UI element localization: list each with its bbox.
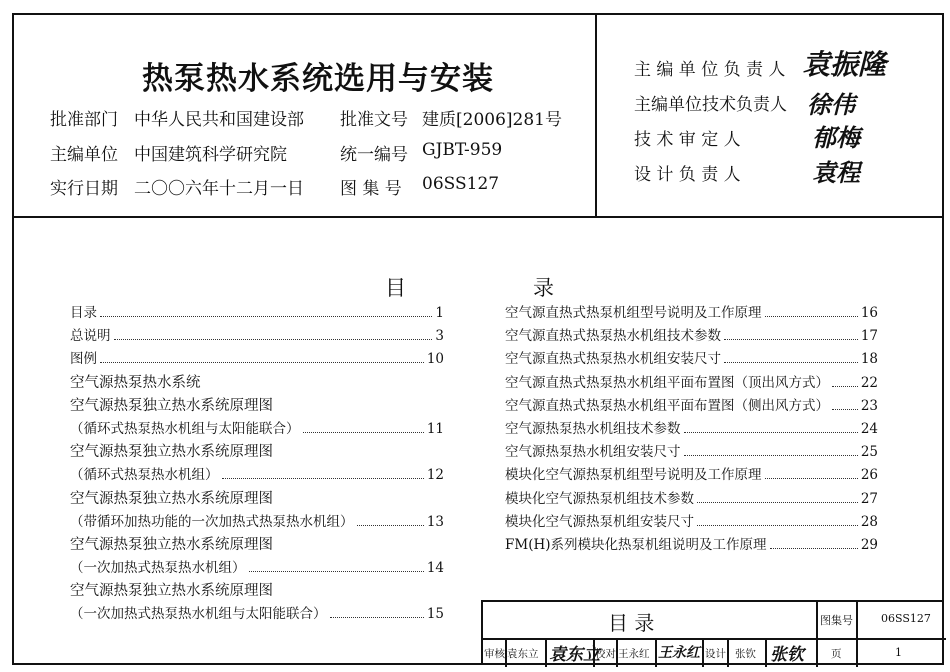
approval-doc-value: 建质[2006]281号 [422,110,562,130]
toc-heading-right: 录 [533,276,554,300]
toc-item-title: 空气源直热式热泵热水机组平面布置图（顶出风方式） [505,374,829,391]
tb-sep-e [655,638,657,667]
toc-item-title: （循环式热泵热水机组） [70,467,219,484]
toc-item [505,418,878,441]
chief-unit-label: 主编单位 [50,145,118,165]
toc-left-column [70,302,444,627]
toc-item [70,511,444,534]
signature-3: 郁梅 [812,123,860,152]
title-block [481,600,944,665]
toc-leader-dots [303,419,424,433]
toc-item-title: （带循环加热功能的一次加热式热泵热水机组） [70,513,354,530]
toc-item-title: 总说明 [70,328,111,345]
toc-item-title: 空气源热泵热水系统 [70,374,201,391]
toc-item-title: 模块化空气源热泵机组技术参数 [505,490,694,507]
signature-4: 袁程 [812,158,860,187]
toc-item [505,302,878,325]
header-divider [595,13,597,218]
toc-item-title: （一次加热式热泵热水机组） [70,560,246,577]
toc-item-page: 15 [426,606,444,623]
toc-leader-dots [832,396,858,410]
toc-leader-dots [330,604,424,618]
toc-item-title: 空气源热泵独立热水系统原理图 [70,490,273,507]
toc-right-column [505,302,878,557]
chief-unit-value: 中国建筑科学研究院 [134,145,287,165]
toc-leader-dots [114,326,433,340]
toc-item-page: 13 [426,513,444,530]
toc-item-page: 27 [860,490,878,507]
design-signature: 张钦 [770,645,804,665]
toc-item [505,464,878,487]
page-label: 页 [831,648,842,660]
toc-item-title: 空气源热泵独立热水系统原理图 [70,444,273,461]
responsible-row-3: 技 术 审 定 人 [634,130,741,150]
toc-item-title: 空气源直热式热泵机组型号说明及工作原理 [505,305,762,321]
effective-date-value: 二〇〇六年十二月一日 [134,179,304,199]
check-signature: 王永红 [658,645,700,661]
toc-item [70,418,444,441]
toc-item-title: 空气源热泵热水机组安装尺寸 [505,444,681,461]
toc-leader-dots [249,558,424,572]
toc-item [70,302,444,325]
responsible-row-1: 主 编 单 位 负 责 人 [634,60,786,80]
toc-item [505,395,878,418]
atlas-no-value: 06SS127 [422,174,500,194]
tb-sep-b [545,638,547,667]
review-name: 袁东立 [507,648,539,660]
toc-leader-dots [697,489,858,503]
toc-leader-dots [684,442,858,456]
toc-leader-dots [697,512,858,526]
toc-item-page: 18 [860,351,878,368]
title-block-vline-2 [856,602,858,667]
signature-2: 徐伟 [807,90,855,119]
toc-item-title: 图例 [70,351,97,368]
tb-sep-f [702,638,704,667]
header-block [12,13,944,218]
toc-item [70,464,444,487]
toc-item-page: 29 [860,536,878,553]
toc-item [505,441,878,464]
toc-item [70,557,444,580]
toc-leader-dots [765,465,858,479]
page-value: 1 [895,646,902,659]
title-block-vline-1 [816,602,818,667]
toc-item-title: 空气源热泵热水机组技术参数 [505,420,681,437]
toc-item [70,534,444,557]
tb-atlas-no-value: 06SS127 [881,612,931,625]
toc-item-title: 空气源直热式热泵热水机组平面布置图（侧出风方式） [505,397,829,414]
toc-leader-dots [724,326,858,340]
toc-item [70,488,444,511]
signature-1: 袁振隆 [802,48,887,81]
toc-leader-dots [100,349,424,363]
toc-item [70,372,444,395]
unified-no-value: GJBT-959 [422,140,503,160]
toc-item-page: 26 [860,467,878,484]
toc-item-page: 14 [426,560,444,577]
toc-item-title: 目录 [70,305,97,321]
tb-sep-h [765,638,767,667]
toc-item-page: 23 [860,397,878,414]
toc-item-title: 空气源直热式热泵热水机组技术参数 [505,328,721,345]
toc-item [505,325,878,348]
toc-item-title: 空气源直热式热泵热水机组安装尺寸 [505,351,721,368]
unified-no-label: 统一编号 [340,145,408,165]
toc-heading-left: 目 [385,276,406,300]
toc-item-title: 模块化空气源热泵机组安装尺寸 [505,513,694,530]
responsible-row-4: 设 计 负 责 人 [634,165,741,185]
toc-item [70,580,444,603]
toc-leader-dots [770,535,858,549]
toc-item-page: 1 [435,305,444,321]
toc-leader-dots [724,349,858,363]
effective-date-label: 实行日期 [50,179,118,199]
toc-leader-dots [684,419,858,433]
toc-item [70,603,444,626]
toc-item [505,488,878,511]
atlas-no-label: 图 集 号 [340,179,402,199]
toc-leader-dots [357,512,424,526]
tb-sep-g [727,638,729,667]
toc-item-page: 12 [426,467,444,484]
document-title: 热泵热水系统选用与安装 [142,61,494,97]
toc-item [505,348,878,371]
tb-atlas-no-label: 图集号 [820,614,853,627]
toc-item [505,511,878,534]
toc-leader-dots [100,303,432,317]
approval-dept-value: 中华人民共和国建设部 [134,110,304,130]
toc-item [70,348,444,371]
toc-item-title: FM(H)系列模块化热泵机组说明及工作原理 [505,536,767,553]
toc-item-page: 10 [426,351,444,368]
review-label: 审核 [484,648,505,660]
toc-item-page: 28 [860,513,878,530]
toc-item [70,395,444,418]
toc-item-title: （一次加热式热泵热水机组与太阳能联合） [70,606,327,623]
toc-leader-dots [222,465,424,479]
toc-item-title: 空气源热泵独立热水系统原理图 [70,536,273,553]
sheet-title: 目 录 [608,611,655,635]
toc-item-page: 16 [860,305,878,321]
design-label: 设计 [705,648,726,660]
toc-item-page: 17 [860,328,878,345]
toc-item [505,534,878,557]
toc-item [70,441,444,464]
review-signature: 袁东立 [549,645,600,665]
toc-item [505,372,878,395]
toc-item-title: 空气源热泵独立热水系统原理图 [70,397,273,414]
toc-item-page: 24 [860,420,878,437]
toc-item [70,325,444,348]
approval-dept-label: 批准部门 [50,110,118,130]
toc-item-page: 11 [426,420,444,437]
approval-doc-label: 批准文号 [340,110,408,130]
toc-item-title: 模块化空气源热泵机组型号说明及工作原理 [505,467,762,484]
check-name: 王永红 [618,648,650,660]
toc-item-title: 空气源热泵独立热水系统原理图 [70,583,273,600]
toc-item-title: （循环式热泵热水机组与太阳能联合） [70,420,300,437]
toc-item-page: 25 [860,444,878,461]
toc-item-page: 3 [435,328,444,345]
design-name: 张钦 [735,648,756,660]
toc-item-page: 22 [860,374,878,391]
responsible-row-2: 主编单位技术负责人 [634,95,787,115]
toc-leader-dots [832,373,858,387]
check-label: 校对 [595,648,616,660]
toc-leader-dots [765,303,858,317]
